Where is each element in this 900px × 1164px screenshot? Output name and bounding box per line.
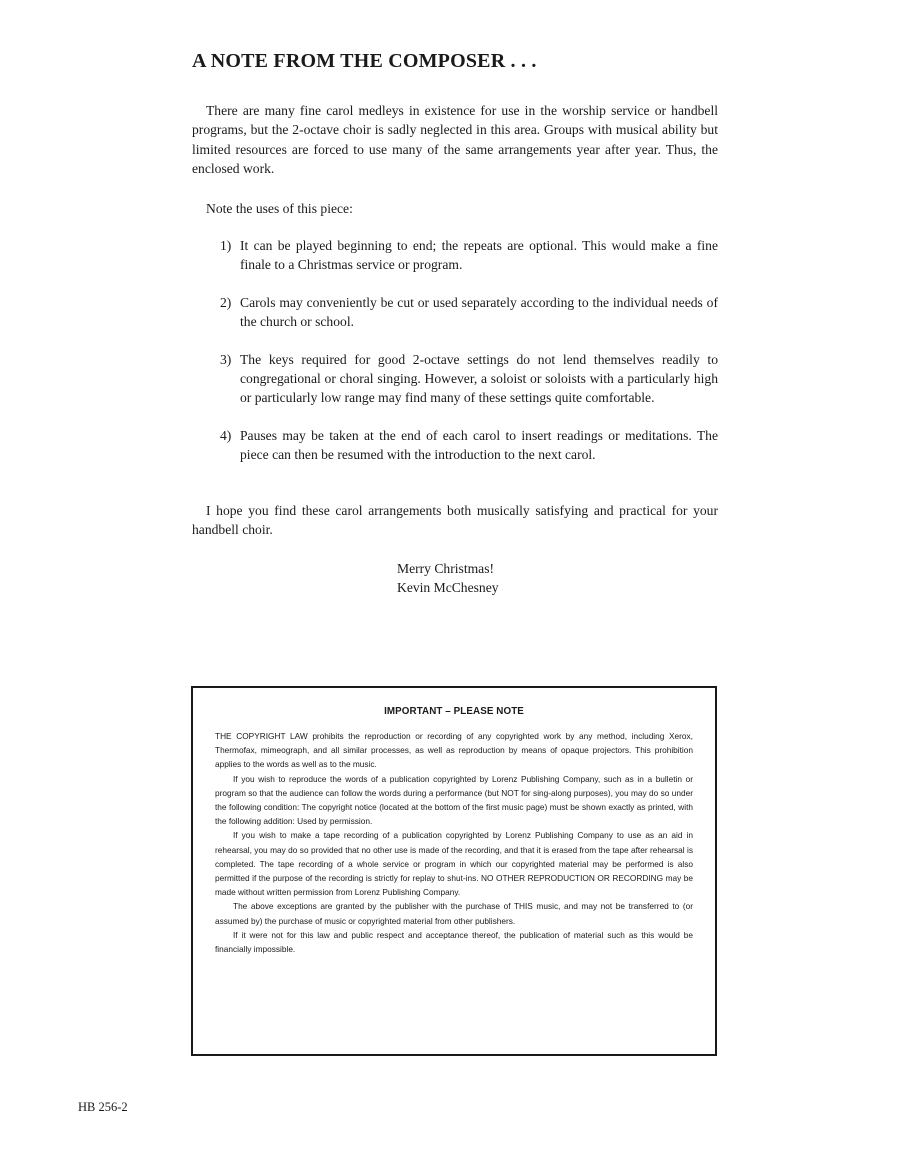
signature-block: [397, 559, 499, 598]
list-item-text: Pauses may be taken at the end of each carol to insert readings or meditations. The piece can then be resumed with the introduction to the next carol.: [240, 427, 718, 463]
list-item: [220, 426, 718, 465]
notice-title: IMPORTANT – PLEASE NOTE: [384, 706, 524, 717]
list-item-text: It can be played beginning to end; the repeats are optional. This would make a fine finale to a Christmas service or program.: [240, 238, 718, 273]
signature-name: Kevin McChesney: [397, 580, 499, 596]
uses-heading: Note the uses of this piece:: [206, 201, 353, 216]
list-item-text: Carols may conveniently be cut or used separately according to the individual needs of the church or school.: [240, 294, 718, 330]
list-item: [220, 350, 718, 408]
notice-paragraph: If you wish to reproduce the words of a publication copyrighted by Lorenz Publishing Company, such as in a bulletin or program so that the audience can follow the words during a performance (but NOT for sing-along purposes), you may do so under the following condition: The copyright notice (located at the bottom of the first music page) must be shown exactly as printed, with the following addition: Used by permission.: [215, 773, 693, 827]
list-item-number: 1): [220, 238, 232, 253]
closing-paragraph: I hope you find these carol arrangements both musically satisfying and practical for your handbell choir.: [192, 503, 718, 538]
catalog-number: HB 256-2: [78, 1100, 128, 1114]
list-item-number: 3): [220, 351, 232, 367]
notice-paragraph: The above exceptions are granted by the publisher with the purchase of THIS music, and may not be transferred to (or assumed by) the purchase of music or copyrighted material from other publishers.: [215, 901, 693, 926]
list-item: [220, 293, 718, 332]
list-item: [220, 236, 718, 275]
intro-paragraph: There are many fine carol medleys in existence for use in the worship service or handbell programs, but the 2-octave choir is sadly neglected in this area. Groups with musical ability but limited resources are forced to use many of the same arrangements year after year. Thus, the enclosed work.: [192, 103, 718, 177]
page-title: A NOTE FROM THE COMPOSER . . .: [192, 50, 537, 72]
copyright-notice-box: [191, 686, 717, 1056]
signature-greeting: Merry Christmas!: [397, 561, 495, 576]
list-item-number: 2): [220, 294, 232, 310]
notice-paragraph: If it were not for this law and public respect and acceptance thereof, the publication of material such as this would be financially impossible.: [215, 929, 693, 955]
list-item-text: The keys required for good 2-octave settings do not lend themselves readily to congregational or choral singing. However, a soloist or soloists with a particularly high or particularly low range may find many of these settings quite comfortable.: [240, 351, 718, 406]
notice-paragraph: THE COPYRIGHT LAW prohibits the reproduction or recording of any copyrighted work by any method, including Xerox, Thermofax, mimeograph, and all similar processes, as well as reproduction by means of opaque projectors. This prohibition applies to the words as well as to the music.: [215, 731, 693, 770]
list-item-number: 4): [220, 427, 232, 443]
uses-list: [220, 236, 718, 483]
notice-paragraph: If you wish to make a tape recording of a publication copyrighted by Lorenz Publishing Company to use as an aid in rehearsal, you may do so provided that no other use is made of the recording, and that it is erased from the tape after rehearsal is completed. The tape recording of a whole service or program in which our copyrighted material may be performed is also permitted if the purpose of the recording is strictly for replay to shut-ins. NO OTHER REPRODUCTION OR RECORDING may be made without written permission from Lorenz Publishing Company.: [215, 830, 693, 898]
